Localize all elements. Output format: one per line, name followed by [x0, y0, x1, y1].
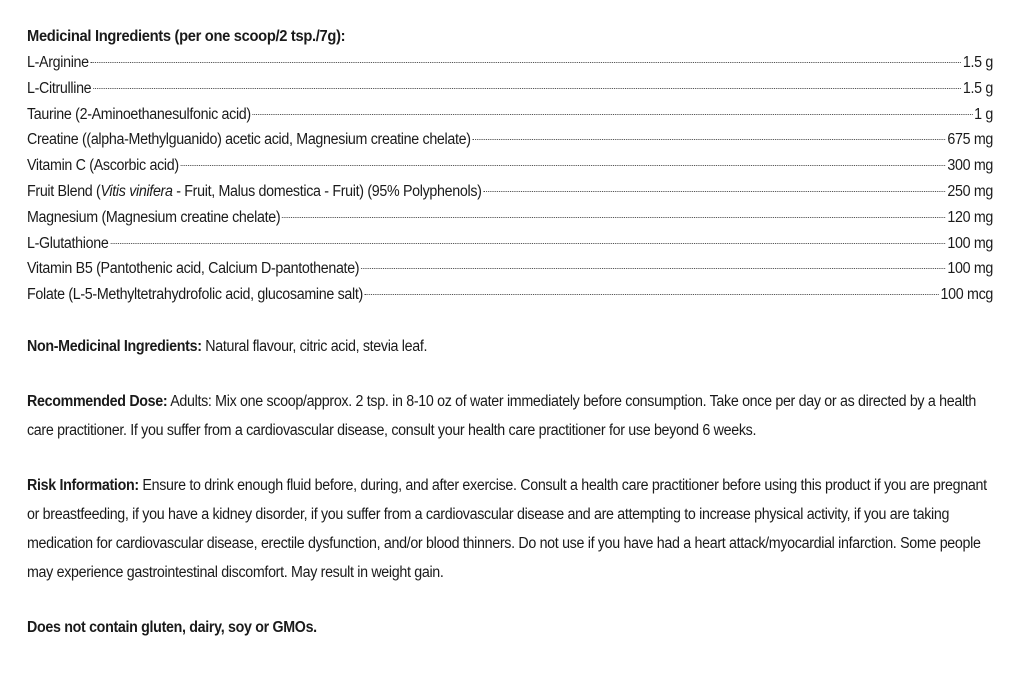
- ingredient-name: L-Glutathione: [27, 234, 109, 252]
- ingredient-row: [27, 179, 993, 205]
- ingredient-name-suffix: - Fruit, Malus domestica - Fruit) (95% Polyphenols): [172, 182, 482, 200]
- ingredient-row: [27, 127, 993, 153]
- ingredient-row: [27, 205, 993, 231]
- dot-leader: [473, 139, 946, 140]
- ingredient-row: [27, 231, 993, 257]
- ingredient-amount: 300 mg: [947, 157, 993, 175]
- ingredient-list: [27, 50, 993, 308]
- dot-leader: [110, 243, 945, 244]
- risk-information-label: Risk Information:: [27, 476, 139, 494]
- recommended-dose: [27, 387, 993, 445]
- non-medicinal-text: Natural flavour, citric acid, stevia leaf.: [201, 337, 428, 355]
- dot-leader: [282, 217, 945, 218]
- ingredient-name: Vitamin B5 (Pantothenic acid, Calcium D-pantothenate): [27, 260, 360, 278]
- ingredient-name: Vitamin C (Ascorbic acid): [27, 157, 179, 175]
- risk-information: [27, 471, 993, 587]
- recommended-dose-text: Adults: Mix one scoop/approx. 2 tsp. in 8-10 oz of water immediately before consumption. Take once per day or as directed by a health care practitioner. If you suffer from a cardiovascular disease, consult your health care practitioner for use beyond 6 weeks.: [27, 392, 977, 439]
- ingredient-amount: 100 mcg: [940, 286, 993, 304]
- ingredient-amount: 250 mg: [947, 182, 993, 200]
- ingredient-row: [27, 256, 993, 282]
- ingredient-name: L-Citrulline: [27, 79, 92, 97]
- dot-leader: [483, 191, 945, 192]
- ingredient-amount: 100 mg: [947, 234, 993, 252]
- ingredient-row: [27, 153, 993, 179]
- recommended-dose-label: Recommended Dose:: [27, 392, 168, 410]
- ingredient-name: Magnesium (Magnesium creatine chelate): [27, 208, 281, 226]
- dot-leader: [93, 88, 961, 89]
- non-medicinal-ingredients: [27, 332, 993, 361]
- ingredient-amount: 1.5 g: [962, 79, 993, 97]
- ingredient-amount: 675 mg: [947, 131, 993, 149]
- dot-leader: [91, 62, 961, 63]
- dot-leader: [365, 294, 939, 295]
- ingredient-amount: 1 g: [974, 105, 993, 123]
- medicinal-heading: Medicinal Ingredients (per one scoop/2 tsp./7g):: [27, 28, 346, 45]
- dot-leader: [181, 165, 946, 166]
- ingredient-amount: 100 mg: [947, 260, 993, 278]
- dot-leader: [361, 268, 945, 269]
- allergen-free-statement: Does not contain gluten, dairy, soy or GMOs.: [27, 618, 317, 636]
- ingredient-amount: 1.5 g: [962, 54, 993, 71]
- non-medicinal-label: Non-Medicinal Ingredients:: [27, 337, 202, 355]
- ingredient-name-prefix: Fruit Blend (: [27, 182, 101, 200]
- ingredient-row: [27, 102, 993, 128]
- ingredient-name-italic: Vitis vinifera: [100, 182, 173, 200]
- risk-information-text: Ensure to drink enough fluid before, during, and after exercise. Consult a health care practitioner before using this product if you are pregnant or breastfeeding, if you have a kidney disorder, if you suffer from a cardiovascular disease and are attempting to increase physical activity, if you are taking medication for cardiovascular disease, erectile dysfunction, and/or blood thinners. Do not use if you have had a heart attack/myocardial infarction. Some people may experience gastrointestinal discomfort. May result in weight gain.: [27, 476, 987, 581]
- dot-leader: [253, 114, 973, 115]
- ingredient-row: [27, 50, 993, 76]
- ingredient-name: Creatine ((alpha-Methylguanido) acetic acid, Magnesium creatine chelate): [27, 131, 471, 149]
- ingredient-name: Folate (L-5-Methyltetrahydrofolic acid, glucosamine salt): [27, 286, 363, 304]
- ingredient-row: [27, 282, 993, 308]
- ingredient-row: [27, 76, 993, 102]
- ingredient-name: Taurine (2-Aminoethanesulfonic acid): [27, 105, 251, 123]
- ingredient-name: [27, 179, 482, 205]
- ingredient-name: L-Arginine: [27, 54, 89, 71]
- ingredient-amount: 120 mg: [947, 208, 993, 226]
- label-text-block: [27, 24, 993, 642]
